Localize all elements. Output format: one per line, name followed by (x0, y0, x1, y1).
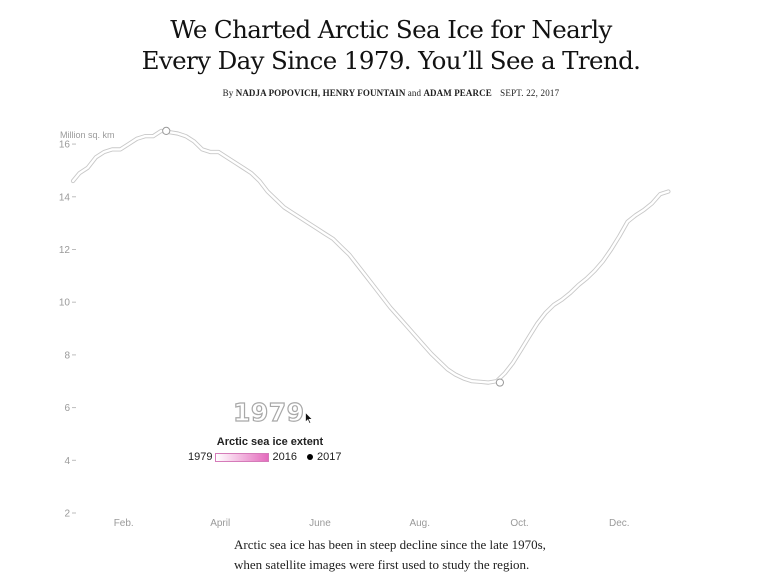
series-line-outline (73, 131, 668, 383)
legend-gradient (215, 453, 269, 462)
y-tick-label: 4 (64, 455, 70, 467)
byline-author-3[interactable]: ADAM PEARCE (423, 88, 492, 98)
x-tick-label: April (210, 518, 231, 529)
legend-start-year: 1979 (188, 451, 213, 463)
headline-line-2: Every Day Since 1979. You’ll See a Trend. (141, 46, 641, 75)
x-tick-label: Oct. (510, 518, 529, 529)
series-min-marker (496, 379, 503, 386)
legend-title: Arctic sea ice extent (216, 436, 324, 448)
legend-end-year: 2016 (272, 451, 297, 463)
article-body-line-1: Arctic sea ice has been in steep decline since the late 1970s, (234, 537, 546, 552)
legend-current-dot (307, 454, 313, 460)
headline-line-1: We Charted Arctic Sea Ice for Nearly (170, 15, 612, 44)
current-year-label: 1979 (233, 398, 305, 427)
legend-current-year: 2017 (316, 451, 342, 463)
series-line (73, 131, 668, 383)
y-tick-label: 14 (58, 192, 70, 204)
legend-row (188, 451, 352, 463)
byline-date: SEPT. 22, 2017 (500, 88, 560, 98)
article-body-line-2: when satellite images were first used to study the region. (234, 557, 530, 572)
y-tick-label: 2 (64, 508, 70, 520)
byline-author-2[interactable]: HENRY FOUNTAIN (322, 88, 406, 98)
y-tick-label: 16 (58, 139, 70, 151)
y-tick-label: 8 (64, 350, 70, 362)
y-axis-unit-label: Million sq. km (60, 130, 115, 140)
y-tick-label: 10 (58, 297, 70, 309)
chart-legend (188, 436, 352, 463)
x-tick-label: Feb. (113, 518, 134, 529)
x-tick-label: Aug. (409, 518, 431, 529)
article-body (234, 535, 564, 575)
mouse-pointer-icon (305, 412, 313, 424)
byline-and: and (407, 88, 422, 98)
y-tick-label: 6 (64, 403, 70, 415)
x-tick-label: June (309, 518, 331, 529)
x-tick-label: Dec. (609, 518, 630, 529)
y-tick-label: 12 (58, 244, 70, 256)
byline-author-1[interactable]: NADJA POPOVICH, (235, 88, 321, 98)
byline-by: By (222, 88, 234, 98)
series-max-marker (163, 127, 170, 134)
